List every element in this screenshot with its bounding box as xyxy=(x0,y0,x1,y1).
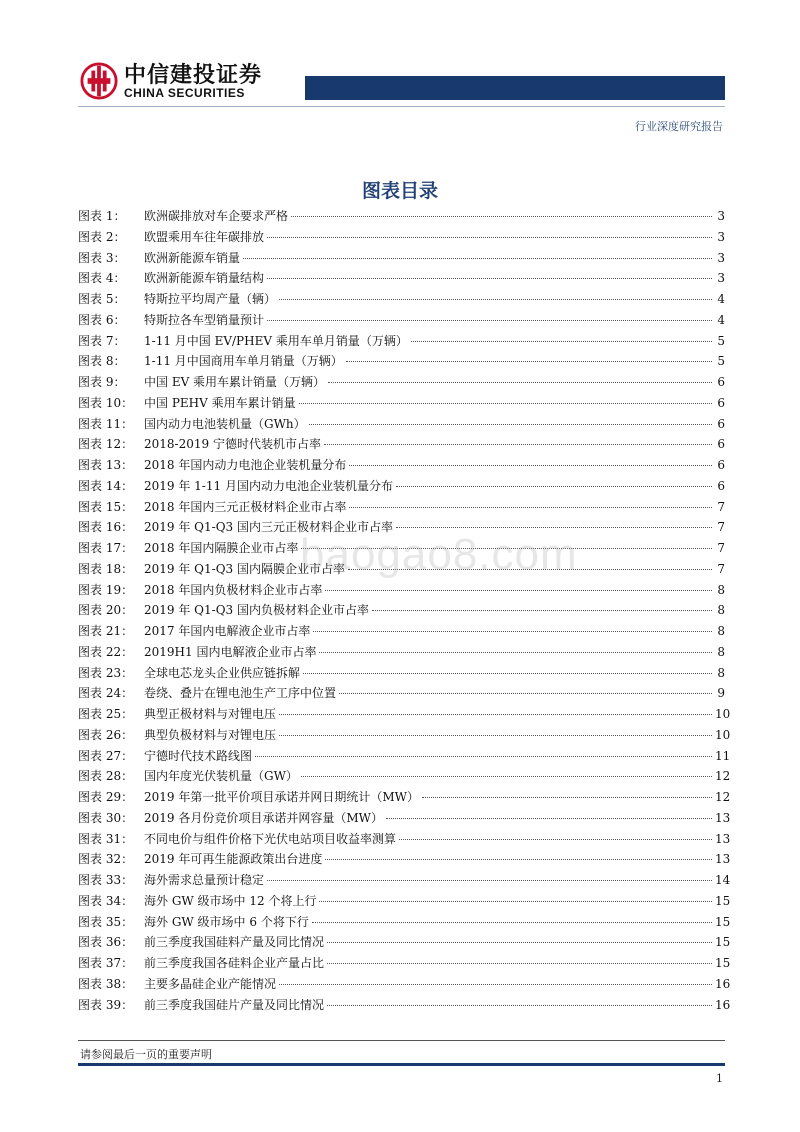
toc-entry-title: 2019 年第一批平价项目承诺并网日期统计（MW） xyxy=(144,790,419,804)
toc-entry-page: 3 xyxy=(717,209,725,223)
toc-entry-title: 欧盟乘用车往年碳排放 xyxy=(144,229,265,244)
toc-entry-title: 2019 年 Q1-Q3 国内隔膜企业市占率 xyxy=(144,561,345,576)
toc-entry-page: 8 xyxy=(717,644,725,659)
toc-entry-page: 6 xyxy=(717,458,725,472)
toc-entry-leader xyxy=(267,880,712,881)
toc-entry[interactable] xyxy=(78,289,725,310)
toc-entry-page: 12 xyxy=(715,769,731,784)
toc-entry[interactable] xyxy=(78,414,725,435)
toc-entry-page: 4 xyxy=(717,312,725,327)
toc-entry-label: 图表 25： xyxy=(78,707,134,721)
toc-entry-label: 图表 6： xyxy=(78,312,126,327)
toc-entry-label: 图表 28： xyxy=(78,769,134,784)
toc-entry-label: 图表 13： xyxy=(78,458,134,472)
toc-entry-title: 特斯拉平均周产量（辆） xyxy=(144,292,277,306)
toc-entry-title: 特斯拉各车型销量预计 xyxy=(144,312,265,327)
china-securities-logo-icon xyxy=(80,62,118,100)
toc-entry-page: 7 xyxy=(717,561,725,576)
toc-entry[interactable] xyxy=(78,953,731,974)
toc-entry-label: 图表 33： xyxy=(78,873,134,887)
toc-entry[interactable] xyxy=(78,248,725,269)
toc-entry[interactable] xyxy=(78,434,725,455)
toc-entry[interactable] xyxy=(78,372,725,393)
toc-entry-label: 图表 7： xyxy=(78,333,126,348)
toc-entry[interactable] xyxy=(78,829,731,850)
page-header xyxy=(0,0,800,133)
toc-entry-page: 3 xyxy=(717,271,725,286)
toc-entry[interactable] xyxy=(78,642,725,663)
toc-entry[interactable] xyxy=(78,331,725,352)
toc-entry-page: 11 xyxy=(715,748,731,763)
toc-entry-label: 图表 1： xyxy=(78,209,126,223)
toc-entry-leader xyxy=(396,486,712,487)
toc-entry[interactable] xyxy=(78,310,725,331)
toc-entry-page: 7 xyxy=(717,541,725,555)
toc-entry-leader xyxy=(328,382,712,383)
toc-entry-label: 图表 9： xyxy=(78,375,126,389)
toc-entry-title: 不同电价与组件价格下光伏电站项目收益率测算 xyxy=(144,831,397,846)
toc-entry-label: 图表 27： xyxy=(78,748,134,763)
toc-entry-page: 12 xyxy=(715,790,731,804)
toc-entry-leader xyxy=(319,652,712,653)
toc-entry-title: 2019 年可再生能源政策出台进度 xyxy=(144,852,323,867)
toc-entry[interactable] xyxy=(78,870,731,891)
toc-entry-page: 8 xyxy=(717,624,725,638)
toc-entry-title: 宁德时代技术路线图 xyxy=(144,748,253,763)
watermark: baogao8.com xyxy=(300,530,578,579)
toc-entry-leader xyxy=(346,361,712,362)
toc-entry-leader xyxy=(422,797,712,798)
toc-entry-leader xyxy=(301,776,712,777)
toc-entry-page: 13 xyxy=(715,831,731,846)
toc-entry-page: 16 xyxy=(715,976,731,991)
toc-entry[interactable] xyxy=(78,621,725,642)
toc-entry-title: 2018 年国内三元正极材料企业市占率 xyxy=(144,499,347,514)
toc-entry-title: 前三季度我国硅料产量及同比情况 xyxy=(144,935,325,950)
toc-entry-page: 6 xyxy=(717,375,725,389)
toc-entry[interactable] xyxy=(78,787,731,808)
toc-entry-title: 卷绕、叠片在锂电池生产工序中位置 xyxy=(144,686,337,701)
toc-entry-title: 欧洲碳排放对车企要求严格 xyxy=(144,209,289,223)
toc-entry[interactable] xyxy=(78,455,725,476)
toc-entry-page: 15 xyxy=(715,935,731,950)
toc-entry-page: 6 xyxy=(717,416,725,431)
toc-entry-title: 2018-2019 宁德时代装机市占率 xyxy=(144,437,321,452)
toc-entry-title: 2018 年国内动力电池企业装机量分布 xyxy=(144,458,347,472)
toc-entry-label: 图表 24： xyxy=(78,686,134,701)
toc-entry-leader xyxy=(267,278,712,279)
company-name-en: CHINA SECURITIES xyxy=(124,86,245,100)
toc-entry[interactable] xyxy=(78,808,731,829)
toc-entry-leader xyxy=(411,341,712,342)
toc-entry-title: 2019 年 Q1-Q3 国内三元正极材料企业市占率 xyxy=(144,520,393,535)
table-of-figures xyxy=(78,206,731,1015)
report-type: 行业深度研究报告 xyxy=(635,120,723,133)
toc-entry-leader xyxy=(325,859,712,860)
toc-entry-page: 8 xyxy=(717,582,725,597)
toc-entry-page: 3 xyxy=(717,250,725,265)
toc-entry[interactable] xyxy=(78,683,725,704)
toc-entry-leader xyxy=(313,631,712,632)
toc-entry-label: 图表 4： xyxy=(78,271,126,286)
toc-title: 图表目录 xyxy=(361,180,438,202)
toc-entry-label: 图表 23： xyxy=(78,665,134,680)
toc-entry-page: 15 xyxy=(715,956,731,970)
toc-entry-leader xyxy=(319,901,712,902)
toc-entry-label: 图表 12： xyxy=(78,437,134,452)
header-divider xyxy=(78,106,725,107)
toc-entry-leader xyxy=(339,693,712,694)
toc-entry-label: 图表 39： xyxy=(78,997,134,1012)
toc-entry-title: 2019 各月份竞价项目承诺并网容量（MW） xyxy=(144,810,383,825)
toc-entry-title: 典型正极材料与对锂电压 xyxy=(144,707,277,721)
toc-entry-leader xyxy=(279,299,712,300)
toc-entry-leader xyxy=(279,735,712,736)
header-bar xyxy=(305,76,725,100)
toc-entry-title: 2017 年国内电解液企业市占率 xyxy=(144,624,311,638)
toc-entry-label: 图表 36： xyxy=(78,935,134,950)
toc-entry-leader xyxy=(243,258,712,259)
toc-entry-label: 图表 15： xyxy=(78,499,134,514)
toc-entry-label: 图表 20： xyxy=(78,603,134,618)
toc-entry-title: 1-11 月中国商用车单月销量（万辆） xyxy=(144,354,343,369)
toc-entry-leader xyxy=(312,922,712,923)
toc-entry-label: 图表 32： xyxy=(78,852,134,867)
toc-entry[interactable] xyxy=(78,932,731,953)
toc-entry-leader xyxy=(279,714,712,715)
toc-entry-page: 15 xyxy=(715,893,731,908)
toc-entry-label: 图表 11： xyxy=(78,416,134,431)
toc-entry-leader xyxy=(279,984,712,985)
page-number: 1 xyxy=(716,1072,723,1085)
company-name-cn: 中信建投证券 xyxy=(124,63,263,88)
toc-entry[interactable] xyxy=(78,704,731,725)
toc-entry-title: 1-11 月中国 EV/PHEV 乘用车单月销量（万辆） xyxy=(144,333,408,348)
toc-entry-title: 欧洲新能源车销量 xyxy=(144,250,241,265)
toc-entry-leader xyxy=(372,610,712,611)
toc-entry-label: 图表 3： xyxy=(78,250,126,265)
toc-entry-leader xyxy=(303,673,712,674)
toc-entry[interactable] xyxy=(78,206,725,227)
toc-entry[interactable] xyxy=(78,497,725,518)
toc-entry-page: 14 xyxy=(715,873,731,887)
toc-entry-leader xyxy=(327,963,712,964)
toc-entry-title: 2019 年 Q1-Q3 国内负极材料企业市占率 xyxy=(144,603,369,618)
toc-entry-label: 图表 8： xyxy=(78,354,126,369)
toc-entry-label: 图表 16： xyxy=(78,520,134,535)
toc-entry-page: 9 xyxy=(717,686,725,701)
toc-entry[interactable] xyxy=(78,393,725,414)
toc-entry-title: 2019 年 1-11 月国内动力电池企业装机量分布 xyxy=(144,478,393,493)
toc-entry-title: 国内年度光伏装机量（GW） xyxy=(144,769,298,784)
toc-entry-page: 10 xyxy=(715,707,731,721)
toc-entry[interactable] xyxy=(78,766,731,787)
toc-entry-label: 图表 19： xyxy=(78,582,134,597)
toc-entry-title: 典型负极材料与对锂电压 xyxy=(144,727,277,742)
toc-entry-leader xyxy=(325,590,712,591)
toc-entry-title: 前三季度我国各硅料企业产量占比 xyxy=(144,956,325,970)
footer-disclaimer: 请参阅最后一页的重要声明 xyxy=(80,1048,212,1061)
toc-entry-label: 图表 26： xyxy=(78,727,134,742)
toc-entry-leader xyxy=(327,942,712,943)
toc-entry-page: 6 xyxy=(717,437,725,452)
toc-entry-page: 8 xyxy=(717,603,725,618)
toc-entry[interactable] xyxy=(78,580,725,601)
toc-entry-page: 7 xyxy=(717,520,725,535)
toc-entry-label: 图表 37： xyxy=(78,956,134,970)
toc-entry-label: 图表 34： xyxy=(78,893,134,908)
toc-entry-leader xyxy=(267,320,712,321)
toc-entry-label: 图表 30： xyxy=(78,810,134,825)
toc-entry-leader xyxy=(396,527,712,528)
toc-entry-label: 图表 31： xyxy=(78,831,134,846)
toc-entry-page: 16 xyxy=(715,997,731,1012)
toc-entry-title: 海外 GW 级市场中 6 个将下行 xyxy=(144,914,309,929)
toc-entry-title: 海外 GW 级市场中 12 个将上行 xyxy=(144,893,317,908)
footer-divider xyxy=(78,1040,725,1041)
toc-entry-page: 13 xyxy=(715,852,731,867)
toc-entry-label: 图表 38： xyxy=(78,976,134,991)
toc-entry-title: 主要多晶硅企业产能情况 xyxy=(144,976,277,991)
toc-entry-page: 7 xyxy=(717,499,725,514)
toc-entry-label: 图表 18： xyxy=(78,561,134,576)
toc-entry-title: 全球电芯龙头企业供应链拆解 xyxy=(144,665,301,680)
toc-entry-label: 图表 35： xyxy=(78,914,134,929)
toc-entry[interactable] xyxy=(78,351,725,372)
toc-entry-label: 图表 5： xyxy=(78,292,126,306)
toc-entry-title: 2018 年国内负极材料企业市占率 xyxy=(144,582,323,597)
toc-entry-leader xyxy=(291,216,712,217)
toc-entry-leader xyxy=(267,237,712,238)
toc-entry-leader xyxy=(255,756,712,757)
toc-entry-leader xyxy=(309,424,712,425)
toc-entry-page: 6 xyxy=(717,478,725,493)
toc-entry-leader xyxy=(349,507,712,508)
toc-entry-page: 6 xyxy=(717,395,725,410)
toc-entry-leader xyxy=(299,403,712,404)
toc-entry-page: 5 xyxy=(717,354,725,369)
toc-entry-leader xyxy=(324,444,712,445)
footer-bar xyxy=(78,1063,725,1066)
toc-entry-page: 4 xyxy=(717,292,725,306)
toc-entry-label: 图表 21： xyxy=(78,624,134,638)
toc-entry-title: 国内动力电池装机量（GWh） xyxy=(144,416,306,431)
toc-entry-page: 10 xyxy=(715,727,731,742)
toc-entry-leader xyxy=(399,839,712,840)
toc-entry-page: 13 xyxy=(715,810,731,825)
toc-entry[interactable] xyxy=(78,974,731,995)
toc-entry-leader xyxy=(327,1005,712,1006)
toc-entry[interactable] xyxy=(78,725,731,746)
toc-entry[interactable] xyxy=(78,746,731,767)
toc-entry-leader xyxy=(349,465,712,466)
toc-entry-leader xyxy=(386,818,712,819)
toc-entry-title: 2019H1 国内电解液企业市占率 xyxy=(144,644,317,659)
toc-entry-page: 3 xyxy=(717,229,725,244)
toc-entry-title: 欧洲新能源车销量结构 xyxy=(144,271,265,286)
toc-entry-page: 15 xyxy=(715,914,731,929)
toc-entry-page: 5 xyxy=(717,333,725,348)
toc-entry-label: 图表 10： xyxy=(78,395,134,410)
toc-entry[interactable] xyxy=(78,663,725,684)
toc-entry-page: 8 xyxy=(717,665,725,680)
toc-entry-label: 图表 2： xyxy=(78,229,126,244)
toc-entry-title: 前三季度我国硅片产量及同比情况 xyxy=(144,997,325,1012)
toc-entry-title: 中国 PEHV 乘用车累计销量 xyxy=(144,395,296,410)
toc-entry[interactable] xyxy=(78,995,731,1016)
toc-entry-label: 图表 22： xyxy=(78,644,134,659)
toc-entry[interactable] xyxy=(78,268,725,289)
toc-entry[interactable] xyxy=(78,600,725,621)
toc-entry-label: 图表 14： xyxy=(78,478,134,493)
toc-entry[interactable] xyxy=(78,891,731,912)
toc-entry-title: 2018 年国内隔膜企业市占率 xyxy=(144,541,299,555)
toc-entry[interactable] xyxy=(78,476,725,497)
toc-entry[interactable] xyxy=(78,912,731,933)
toc-entry-title: 海外需求总量预计稳定 xyxy=(144,873,265,887)
toc-entry-label: 图表 29： xyxy=(78,790,134,804)
toc-entry-label: 图表 17： xyxy=(78,541,134,555)
toc-entry-title: 中国 EV 乘用车累计销量（万辆） xyxy=(144,375,326,389)
toc-entry[interactable] xyxy=(78,227,725,248)
toc-entry[interactable] xyxy=(78,849,731,870)
